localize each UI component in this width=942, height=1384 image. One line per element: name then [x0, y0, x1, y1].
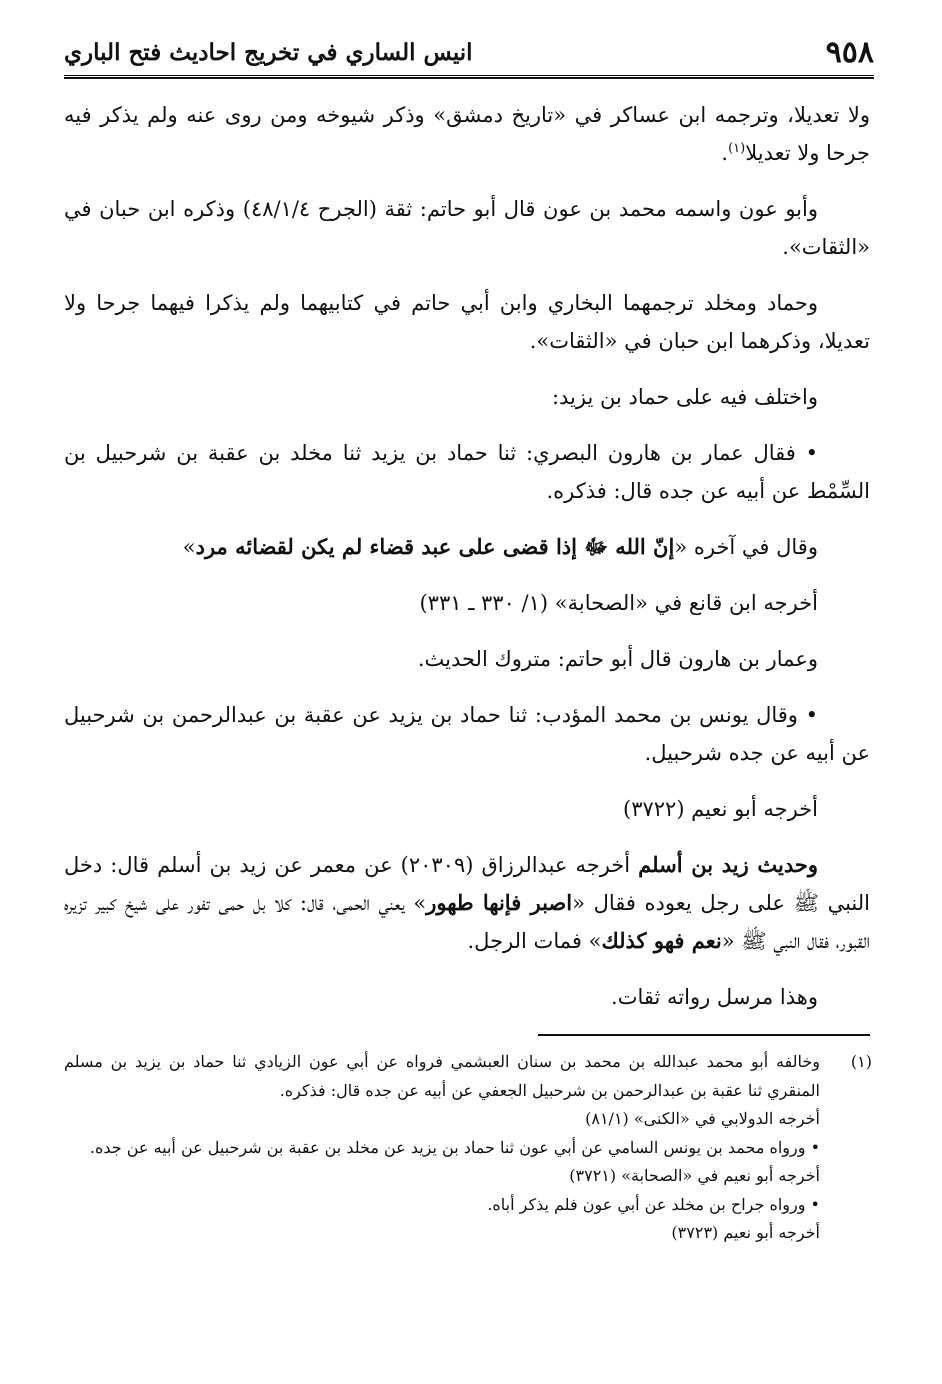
footnote-line: وخالفه أبو محمد عبدالله بن محمد بن سنان العبشمي فرواه عن أبي عون الزيادي ثنا حماد بن يزيد بن مسلم المنقري ثنا عقبة بن عبدالرحمن بن شرحبيل الجعفي عن أبيه عن جده قال: فذكره.: [64, 1052, 820, 1100]
footnote-body: [64, 1048, 820, 1248]
paragraph: • فقال عمار بن هارون البصري: ثنا حماد بن يزيد ثنا مخلد بن عقبة بن شرحبيل بن السِّمْط عن أبيه عن جده قال: فذكره.: [64, 441, 870, 503]
paragraph: وهذا مرسل رواته ثقات.: [611, 985, 818, 1009]
footnote-line: أخرجه أبو نعيم (٣٧٢٣): [671, 1223, 820, 1242]
footnote-line: • ورواه محمد بن يونس السامي عن أبي عون ثنا حماد بن يزيد عن مخلد بن عقبة بن شرحبيل عن أبيه عن جده.: [89, 1137, 820, 1157]
paragraph-text: » فمات الرجل.: [467, 929, 602, 953]
running-title: انيس الساري في تخريج احاديث فتح الباري: [64, 39, 473, 66]
hadith-heading: وحديث زيد بن أسلم: [638, 852, 818, 877]
paragraph: • وقال يونس بن محمد المؤدب: ثنا حماد بن يزيد عن عقبة بن عبدالرحمن بن شرحبيل عن أبيه عن جده شرحبيل.: [64, 703, 870, 765]
paragraph-text: وقال في آخره «: [674, 535, 818, 559]
main-text: [64, 96, 870, 1034]
paragraph: وعمار بن هارون قال أبو حاتم: متروك الحديث.: [417, 647, 818, 671]
footnote-divider: [538, 1034, 870, 1036]
footnote-line: أخرجه أبو نعيم في «الصحابة» (٣٧٢١): [569, 1166, 820, 1185]
paragraph: [64, 96, 870, 172]
hadith-quote: اصبر فإنها طهور: [426, 890, 573, 915]
header-divider: [64, 75, 874, 79]
paragraph: واختلف فيه على حماد بن يزيد:: [551, 385, 818, 409]
footnote-line: أخرجه الدولابي في «الكنى» (٨١/١): [585, 1109, 820, 1128]
paragraph: أخرجه أبو نعيم (٣٧٢٢): [622, 797, 818, 821]
paragraph: أخرجه ابن قانع في «الصحابة» (١/ ٣٣٠ ـ ٣٣١): [419, 591, 818, 615]
footnotes: [64, 1048, 872, 1248]
page-header: [64, 34, 874, 72]
paragraph-text: »: [182, 535, 196, 559]
footnote-line: • ورواه جراح بن مخلد عن أبي عون فلم يذكر أباه.: [487, 1194, 820, 1214]
paragraph: وأبو عون واسمه محمد بن عون قال أبو حاتم: ثقة (الجرح ٤٨/١/٤) وذكره ابن حبان في «الثقات».: [64, 197, 870, 259]
paragraph-text: ولا تعديلا، وترجمه ابن عساكر في «تاريخ دمشق» وذكر شيوخه ومن روى عنه ولم يذكر فيه جرحا ولا تعديلا: [64, 103, 870, 165]
hadith-quote: إنّ الله ﷻ إذا قضى على عبد قضاء لم يكن لقضائه مرد: [195, 534, 675, 559]
paragraph-text: » يعني الحمى، قال: كلا بل حمى تفور على شيخ كبير تزيره القبور، فقال النبي ﷺ «: [64, 891, 870, 953]
paragraph: [64, 528, 870, 566]
paragraph-text: أخرجه عبدالرزاق (٢٠٣٠٩) عن معمر عن زيد بن أسلم قال: دخل النبي ﷺ على رجل يعوده فقال «: [64, 853, 870, 915]
paragraph: وحماد ومخلد ترجمهما البخاري وابن أبي حاتم في كتابيهما ولم يذكرا فيهما جرحا ولا تعديلا، وذكرهما ابن حبان في «الثقات».: [64, 291, 870, 353]
footnote-number: (١): [850, 1052, 872, 1071]
paragraph: [64, 846, 870, 960]
footnote: [64, 1048, 872, 1248]
hadith-quote: نعم فهو كذلك: [601, 928, 722, 953]
paragraph-text: .: [721, 141, 729, 165]
footnote-reference: (١): [728, 141, 746, 156]
page-number: ٩٥٨: [825, 35, 874, 70]
